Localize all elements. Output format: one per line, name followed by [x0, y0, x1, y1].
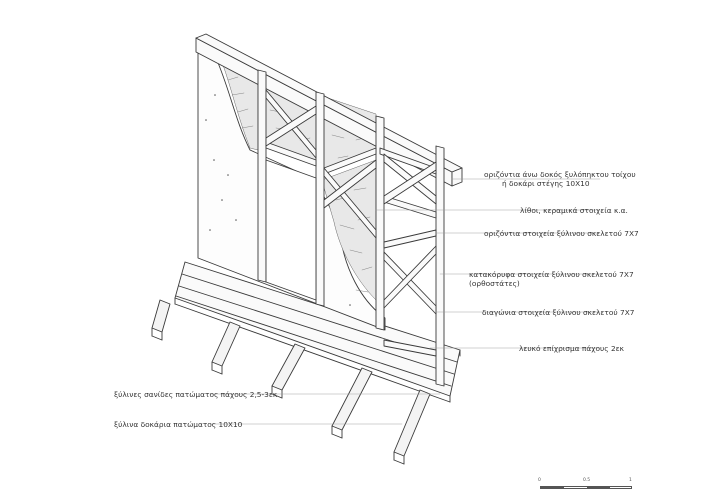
label-horizontal-frame: οριζόντια στοιχεία ξύλινου σκελετού 7Χ7 [484, 229, 639, 238]
label-top-beam [484, 170, 636, 188]
label-floor-beams: ξύλινα δοκάρια πατώματος 10Χ10 [114, 420, 243, 429]
scale-tick-0: 0 [538, 478, 541, 483]
label-plaster: λευκό επίχρισμα πάχους 2εκ [519, 344, 625, 353]
label-diagonal-frame: διαγώνια στοιχεία ξύλινου σκελετού 7Χ7 [482, 308, 635, 317]
scale-bar [540, 486, 632, 489]
label-floor-boards: ξύλινες σανίδες πατώματος πάχους 2,5-3εκ [114, 390, 278, 399]
label-vertical-frame [469, 270, 634, 288]
scale-tick-1: 1 [629, 478, 632, 483]
label-vertical-frame-line2: (ορθοστάτες) [469, 279, 520, 288]
scale-tick-0-5: 0.5 [583, 478, 591, 483]
label-stones: λίθοι, κεραμικά στοιχεία κ.α. [520, 206, 628, 215]
label-top-beam-line2: ή δοκάρι στέγης 10Χ10 [502, 179, 590, 188]
label-top-beam-line1: οριζόντια άνω δοκός ξυλόπηκτου τοίχου [484, 170, 636, 179]
label-vertical-frame-line1: κατακόρυφα στοιχεία ξύλινου σκελετού 7Χ7 [469, 270, 634, 279]
door-opening [266, 160, 316, 300]
